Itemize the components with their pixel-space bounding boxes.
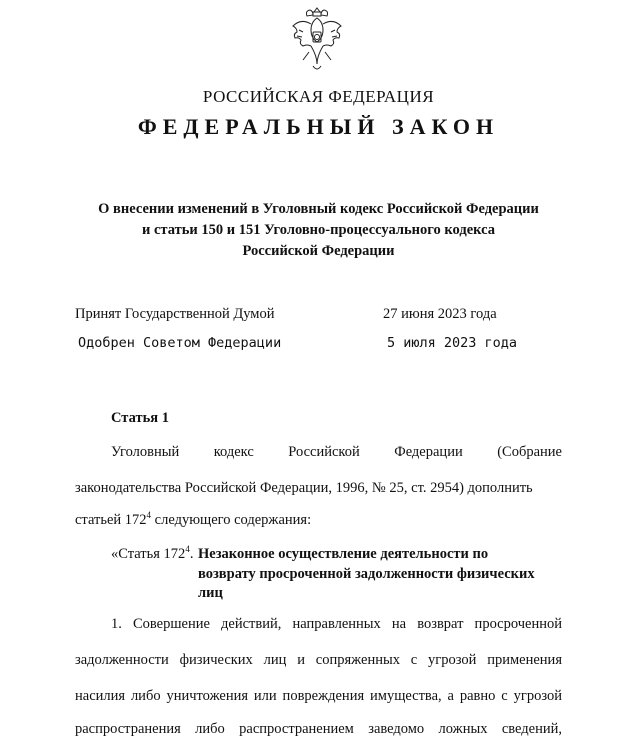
text: следующего содержания:: [151, 512, 312, 528]
text: «Статья 172: [111, 546, 186, 562]
duma-adoption-date: 27 июня 2023 года: [383, 306, 497, 322]
word: кодекс: [213, 444, 254, 460]
article-text-line-1: 1. Совершение действий, направленных на возврат просроченной: [111, 616, 562, 632]
document-type-heading: ФЕДЕРАЛЬНЫЙ ЗАКОН: [137, 114, 500, 139]
law-title-line-3: Российской Федерации: [242, 243, 395, 259]
article-1-paragraph-1-line-2: законодательства Российской Федерации, 1996, № 25, ст. 2954) дополнить: [75, 480, 533, 496]
article-text-line-3: насилия либо уничтожения или повреждения имущества, а равно с угрозой: [75, 688, 562, 704]
country-heading: РОССИЙСКАЯ ФЕДЕРАЦИЯ: [202, 87, 435, 106]
article-text-line-4: распространения либо распространением заведомо ложных сведений,: [75, 721, 562, 737]
law-title-line-1: О внесении изменений в Уголовный кодекс Российской Федерации: [98, 201, 539, 217]
text: .: [189, 546, 194, 562]
quoted-article-title-line-2: возврату просроченной задолженности физических: [198, 566, 535, 582]
council-approval-label: Одобрен Советом Федерации: [78, 335, 282, 351]
duma-adoption-label: Принят Государственной Думой: [75, 306, 275, 322]
coat-of-arms-emblem: [289, 6, 345, 74]
article-1-paragraph-1-line-3: [75, 512, 311, 529]
quoted-article-title-line-3: лиц: [198, 585, 223, 601]
council-approval-date: 5 июля 2023 года: [387, 335, 518, 351]
word: Уголовный: [111, 444, 180, 460]
text: статьей 172: [75, 512, 147, 528]
article-text-line-2: задолженности физических лиц и сопряженных с угрозой применения: [75, 652, 562, 668]
word: (Собрание: [497, 444, 562, 460]
article-1-heading: Статья 1: [111, 410, 169, 426]
quoted-article-number: [111, 546, 193, 563]
article-1-paragraph-1-line-1: [111, 444, 562, 461]
superscript: 4: [146, 510, 152, 521]
superscript: 4: [185, 544, 190, 555]
word: Федерации: [394, 444, 463, 460]
quoted-article-title-line-1: Незаконное осуществление деятельности по: [198, 546, 489, 562]
word: Российской: [288, 444, 360, 460]
law-title-line-2: и статьи 150 и 151 Уголовно-процессуального кодекса: [142, 222, 495, 238]
